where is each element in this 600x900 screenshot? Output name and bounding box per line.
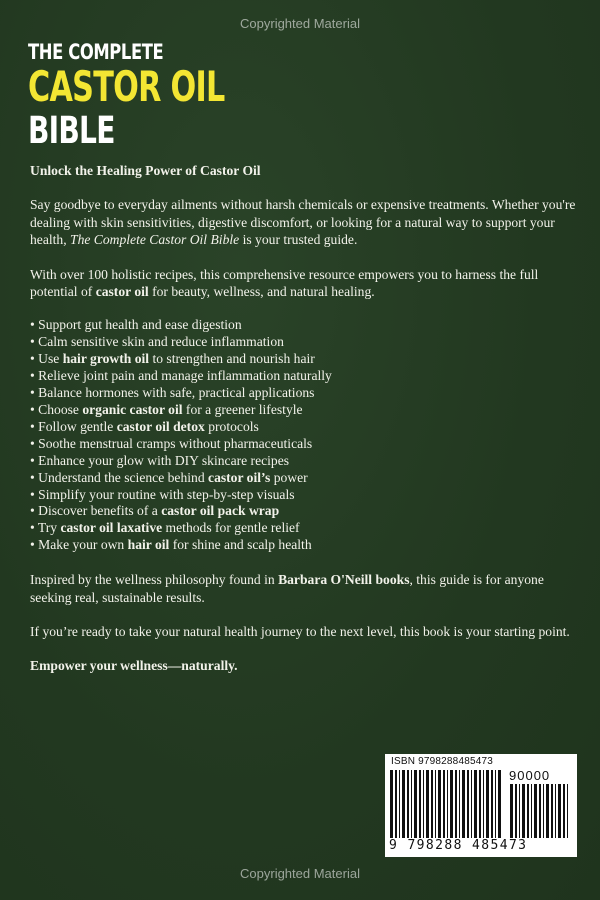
barcode-stripe — [411, 770, 412, 838]
addon-barcode-bars-icon — [509, 784, 571, 840]
barcode-stripe — [539, 784, 541, 838]
barcode-stripe — [395, 770, 397, 838]
barcode-stripe — [527, 784, 529, 838]
barcode-stripe — [558, 784, 561, 838]
book-title — [28, 40, 301, 150]
list-item — [30, 520, 578, 537]
barcode-stripe — [546, 784, 549, 838]
bullet-text-end: for a greener lifestyle — [182, 401, 303, 417]
inspired-text-end: , this guide is for anyone seeking real, sustainable results. — [30, 572, 544, 605]
bullet-keyword: castor oil’s — [208, 469, 271, 485]
bullet-keyword: castor oil detox — [116, 418, 205, 434]
barcode-stripe — [423, 770, 424, 838]
barcode-stripe — [486, 770, 489, 838]
bullet-text: • Try — [30, 520, 61, 536]
barcode-stripe — [419, 770, 421, 838]
ready-paragraph: If you’re ready to take your natural health journey to the next level, this book is your starting point. — [30, 623, 570, 639]
recipes-paragraph — [30, 266, 578, 301]
list-item — [30, 487, 578, 504]
bullet-text: • Relieve joint pain and manage inflammation naturally — [30, 368, 332, 384]
barcode-stripe — [510, 784, 513, 838]
barcode-stripe — [431, 770, 433, 838]
intro-paragraph — [30, 196, 578, 248]
recipes-keyword: castor oil — [95, 284, 149, 300]
inspired-paragraph — [30, 571, 578, 606]
bullet-keyword: organic castor oil — [82, 401, 183, 417]
barcode-stripe — [491, 770, 493, 838]
barcode-stripe — [495, 770, 496, 838]
isbn-label: ISBN 9798288485473 — [391, 756, 494, 767]
closing-line: Empower your wellness—naturally. — [30, 658, 238, 674]
barcode-stripe — [498, 770, 501, 838]
bullet-text: • Soothe menstrual cramps without pharmaceuticals — [30, 435, 313, 451]
barcode-stripe — [399, 770, 400, 838]
list-item — [30, 470, 578, 487]
isbn-barcode — [385, 754, 577, 857]
barcode-stripe — [450, 770, 453, 838]
barcode-stripe — [455, 770, 457, 838]
list-item — [30, 385, 578, 402]
barcode-stripe — [474, 770, 477, 838]
barcode-stripe — [414, 770, 417, 838]
blurb — [30, 162, 578, 675]
title-line-2: CASTOR OIL — [28, 62, 225, 111]
intro-text-start: Say goodbye to everyday ailments without harsh chemicals or expensive treatments. Whether you're dealing with skin sensitivities, digestive discomfort, or looking for a natural way to support your health, — [30, 197, 576, 248]
list-item — [30, 453, 578, 470]
recipes-text-start: With over 100 holistic recipes, this comprehensive resource empowers you to harness the full potential of — [30, 266, 539, 300]
barcode-stripe — [443, 770, 445, 838]
intro-book-title: The Complete Castor Oil Bible — [70, 232, 240, 248]
barcode-stripe — [479, 770, 481, 838]
barcode-stripe — [519, 784, 520, 838]
recipes-text-end: for beauty, wellness, and natural healing. — [148, 284, 375, 300]
bullet-text: • Choose — [30, 401, 83, 417]
list-item — [30, 436, 578, 453]
barcode-stripe — [407, 770, 409, 838]
bullet-text: • Use — [30, 351, 63, 367]
intro-text-end: is your trusted guide. — [239, 232, 358, 248]
list-item — [30, 334, 578, 351]
barcode-bars-icon — [389, 770, 505, 840]
barcode-stripe — [567, 784, 568, 838]
list-item — [30, 351, 578, 368]
bullet-text: • Calm sensitive skin and reduce inflammation — [30, 334, 284, 350]
barcode-stripe — [390, 770, 393, 838]
isbn-digits: 9 798288 485473 — [389, 838, 528, 853]
bullet-text-end: for shine and scalp health — [169, 537, 312, 553]
bullet-keyword: hair growth oil — [62, 351, 150, 367]
barcode-stripe — [435, 770, 436, 838]
bullet-keyword: castor oil laxative — [60, 520, 163, 536]
list-item — [30, 503, 578, 520]
barcode-stripe — [531, 784, 532, 838]
price-code: 90000 — [509, 768, 551, 783]
list-item — [30, 402, 578, 419]
barcode-stripe — [459, 770, 460, 838]
bullet-text: • Understand the science behind — [30, 469, 209, 485]
bullet-text: • Follow gentle — [30, 418, 117, 434]
watermark-bottom: Copyrighted Material — [240, 866, 360, 881]
barcode-stripe — [438, 770, 441, 838]
barcode-stripe — [471, 770, 472, 838]
bullet-text-end: to strengthen and nourish hair — [149, 351, 315, 367]
barcode-stripe — [555, 784, 556, 838]
bullet-text-end: protocols — [204, 418, 259, 434]
list-item — [30, 537, 578, 554]
barcode-stripe — [534, 784, 537, 838]
list-item — [30, 368, 578, 385]
barcode-stripe — [462, 770, 465, 838]
bullet-text-end: methods for gentle relief — [162, 520, 300, 536]
barcode-stripe — [426, 770, 429, 838]
barcode-stripe — [467, 770, 469, 838]
bullet-text: • Support gut health and ease digestion — [30, 317, 242, 333]
bullet-text: • Discover benefits of a — [30, 503, 162, 519]
barcode-stripe — [483, 770, 484, 838]
inspired-text-start: Inspired by the wellness philosophy found in — [30, 572, 279, 588]
barcode-stripe — [543, 784, 544, 838]
inspired-keyword: Barbara O'Neill books — [278, 572, 410, 588]
barcode-stripe — [402, 770, 405, 838]
list-item — [30, 419, 578, 436]
bullet-keyword: castor oil pack wrap — [161, 503, 280, 519]
bullet-text: • Balance hormones with safe, practical applications — [30, 385, 315, 401]
title-line-1: THE COMPLETE — [28, 40, 164, 64]
bullet-text-end: power — [270, 469, 308, 485]
barcode-stripe — [551, 784, 553, 838]
barcode-stripe — [515, 784, 517, 838]
bullet-keyword: hair oil — [127, 537, 170, 553]
bullet-text: • Enhance your glow with DIY skincare recipes — [30, 452, 290, 468]
bullet-text: • Make your own — [30, 537, 128, 553]
list-item — [30, 317, 578, 334]
benefits-list — [30, 317, 578, 554]
title-line-3: BIBLE — [28, 109, 115, 152]
watermark-top: Copyrighted Material — [240, 16, 360, 31]
blurb-headline: Unlock the Healing Power of Castor Oil — [30, 163, 261, 178]
barcode-stripe — [563, 784, 565, 838]
barcode-stripe — [447, 770, 448, 838]
bullet-text: • Simplify your routine with step-by-step visuals — [30, 486, 295, 502]
barcode-stripe — [522, 784, 525, 838]
